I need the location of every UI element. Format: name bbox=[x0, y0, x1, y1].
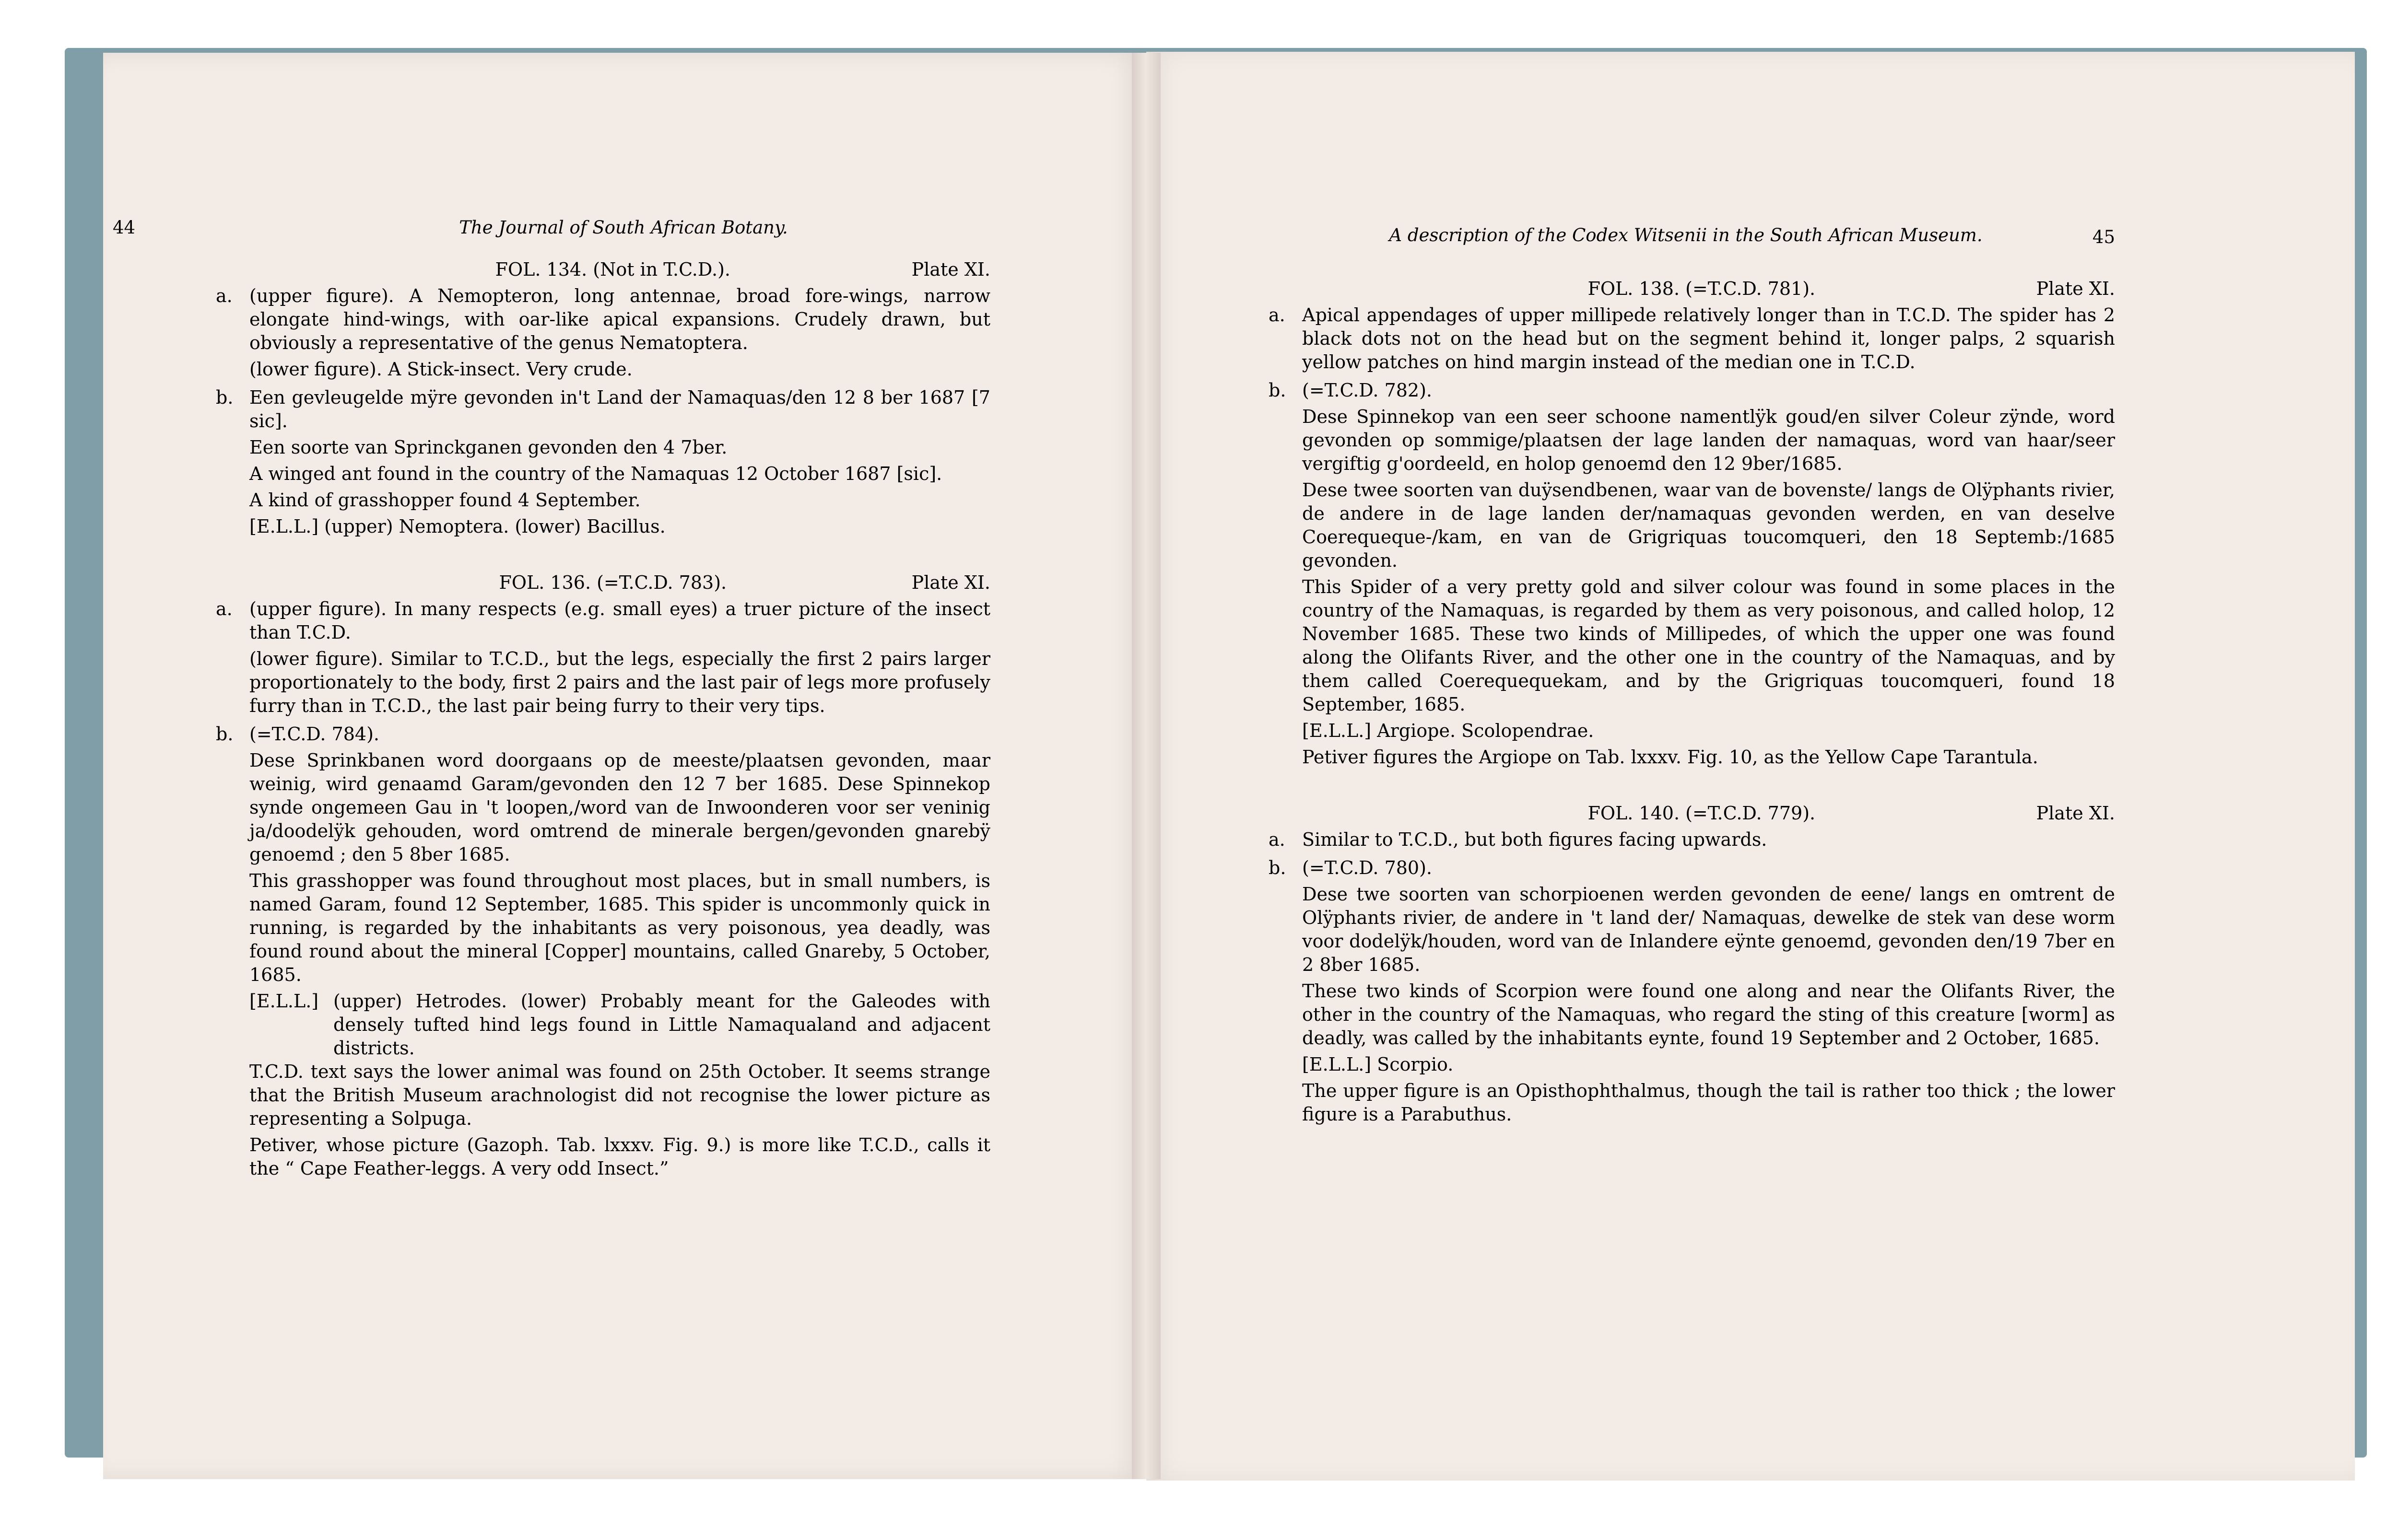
fol-140-heading: FOL. 140. (=T.C.D. 779). Plate XI. bbox=[1309, 802, 2115, 825]
right-running-header bbox=[1309, 225, 2115, 268]
ell-note: [E.L.L.] Argiope. Scolopendrae. bbox=[1302, 720, 1594, 741]
fol-136-b: b. (=T.C.D. 784). Dese Sprinkbanen word doorgaans op de meeste/plaatsen gevonden, maar weinig, wird genaamd Garam/gevonden den 12 7 ber 1685. Dese Spinnekop synde ongemeen Gau in 't loopen,/word van de Inwoonderen voor ser veninig ja/doodelÿk gehouden, word omtrend de minerale bergen/gevonden gnarebÿ genoemd ; den 5 8ber 1685. This grasshopper was found throughout most places, but in small numbers, is named Garam, found 12 September, 1685. This spider is uncommonly quick in running, is regarded by the inhabitants as very poisonous, yea deadly, was found round about the mineral [Copper] mountains, called Gnareby, 5 October, 1685. [E.L.L.] (upper) Hetrodes. (lower) Probably meant for the Galeodes with densely tufted hind legs found in Little Namaqualand and adjacent districts. T.C.D. text says the lower animal was found on 25th October. It seems strange that the British Museum arachnologist did not recognise the lower picture as representing a Solpuga. Petiver, whose picture (Gazoph. Tab. lxxxv. Fig. 9.) is more like T.C.D., calls it the “ Cape Feather-leggs. A very odd Insect.” bbox=[216, 723, 990, 1179]
plate-label: Plate XI. bbox=[911, 259, 990, 280]
left-page-number: 44 bbox=[113, 217, 136, 238]
fol-134-b: b. Een gevleugelde mÿre gevonden in't Land der Namaquas/den 12 8 ber 1687 [7 sic]. Een soorte van Sprinckganen gevonden den 4 7ber. A winged ant found in the country of the Namaquas 12 October 1687 [sic]. A kind of grasshopper found 4 September. [E.L.L.] (upper) Nemoptera. (lower) Bacillus. bbox=[257, 386, 990, 541]
right-page-content bbox=[1269, 225, 2115, 1131]
left-running-header bbox=[113, 216, 990, 249]
fol-136-heading: FOL. 136. (=T.C.D. 783). Plate XI. bbox=[257, 571, 990, 595]
ell-note: [E.L.L.] Scorpio. bbox=[1302, 1054, 1454, 1075]
ell-note: [E.L.L.] (upper) Hetrodes. (lower) Probably meant for the Galeodes with densely tufted hind legs found in Little Namaqualand and adjacent districts. bbox=[249, 991, 990, 1059]
fol-140-b: b. (=T.C.D. 780). Dese twe soorten van schorpioenen werden gevonden de eene/ langs en omtrent de Olÿphants rivier, de andere in 't land der/ Namaquas, dewelke de stek van dese worm voor dodelÿk/houden, word van de Inlandere eÿnte genoemd, gevonden den/19 7ber en 2 8ber 1685. These two kinds of Scorpion were found one along and near the Olifants River, the other in the country of the Namaquas, who regard the sting of this creature [worm] as deadly, was called by the inhabitants eynte, found 19 September and 2 October, 1685. [E.L.L.] Scorpio. The upper figure is an Opisthophthalmus, though the tail is rather too thick ; the lower figure is a Parabuthus. bbox=[1269, 857, 2115, 1125]
fol-140-a: a. Similar to T.C.D., but both figures facing upwards. bbox=[1269, 829, 1767, 850]
fol-138-heading: FOL. 138. (=T.C.D. 781). Plate XI. bbox=[1309, 277, 2115, 301]
fol-134-a: a. (upper figure). A Nemopteron, long antennae, broad fore-wings, narrow elongate hind-wings, with oar-like apical expansions. Crudely drawn, but obviously a representative of the genus Nematoptera. (lower figure). A Stick-insect. Very crude. bbox=[216, 285, 990, 380]
book-gutter bbox=[1132, 53, 1161, 1479]
plate-label: Plate XI. bbox=[911, 572, 990, 593]
left-page-content bbox=[113, 216, 990, 1185]
right-page-number: 45 bbox=[2092, 227, 2115, 247]
fol-138-a: a. Apical appendages of upper millipede relatively longer than in T.C.D. The spider has 2 black dots not on the head but on the segment behind it, longer palps, 2 squarish yellow patches on hind margin instead of the median one in T.C.D. bbox=[1269, 304, 2115, 373]
fol-136-a: a. (upper figure). In many respects (e.g. small eyes) a truer picture of the insect than T.C.D. (lower figure). Similar to T.C.D., but the legs, especially the first 2 pairs larger proportionately to the body, first 2 pairs and the last pair of legs more profusely furry than in T.C.D., the last pair being furry to their very tips. bbox=[216, 598, 990, 716]
fol-138-b: b. (=T.C.D. 782). Dese Spinnekop van een seer schoone namentlÿk goud/en silver Coleur zÿnde, word gevonden op sommige/plaatsen der lage landen der namaquas, word van haar/seer vergiftig g'oordeeld, en holop genoemd den 12 9ber/1685. Dese twee soorten van duÿsendbenen, waar van de bovenste/ langs de Olÿphants rivier, de andere in de lage landen der/namaquas gevonden werden, en van deselve Coerequeque-/kam, en van de Grigriquas toucomqueri, den 18 Septemb:/1685 gevonden. This Spider of a very pretty gold and silver colour was found in some places in the country of the Namaquas, is regarded by them as very poisonous, and called holop, 12 November 1685. These two kinds of Millipedes, of which the upper one was found along the Olifants River, and the other one in the country of the Namaquas, and by them called Coerequequekam, and by the Grigriquas toucomqueri, found 18 September, 1685. [E.L.L.] Argiope. Scolopendrae. Petiver figures the Argiope on Tab. lxxxv. Fig. 10, as the Yellow Cape Tarantula. bbox=[1269, 380, 2115, 768]
fol-134-heading: FOL. 134. (Not in T.C.D.). Plate XI. bbox=[257, 258, 990, 281]
right-running-title: A description of the Codex Witsenii in the South African Museum. bbox=[1389, 225, 1983, 245]
plate-label: Plate XI. bbox=[2036, 278, 2115, 299]
ell-note: [E.L.L.] (upper) Nemoptera. (lower) Bacillus. bbox=[249, 516, 666, 537]
left-running-title: The Journal of South African Botany. bbox=[459, 217, 788, 238]
plate-label: Plate XI. bbox=[2036, 803, 2115, 824]
